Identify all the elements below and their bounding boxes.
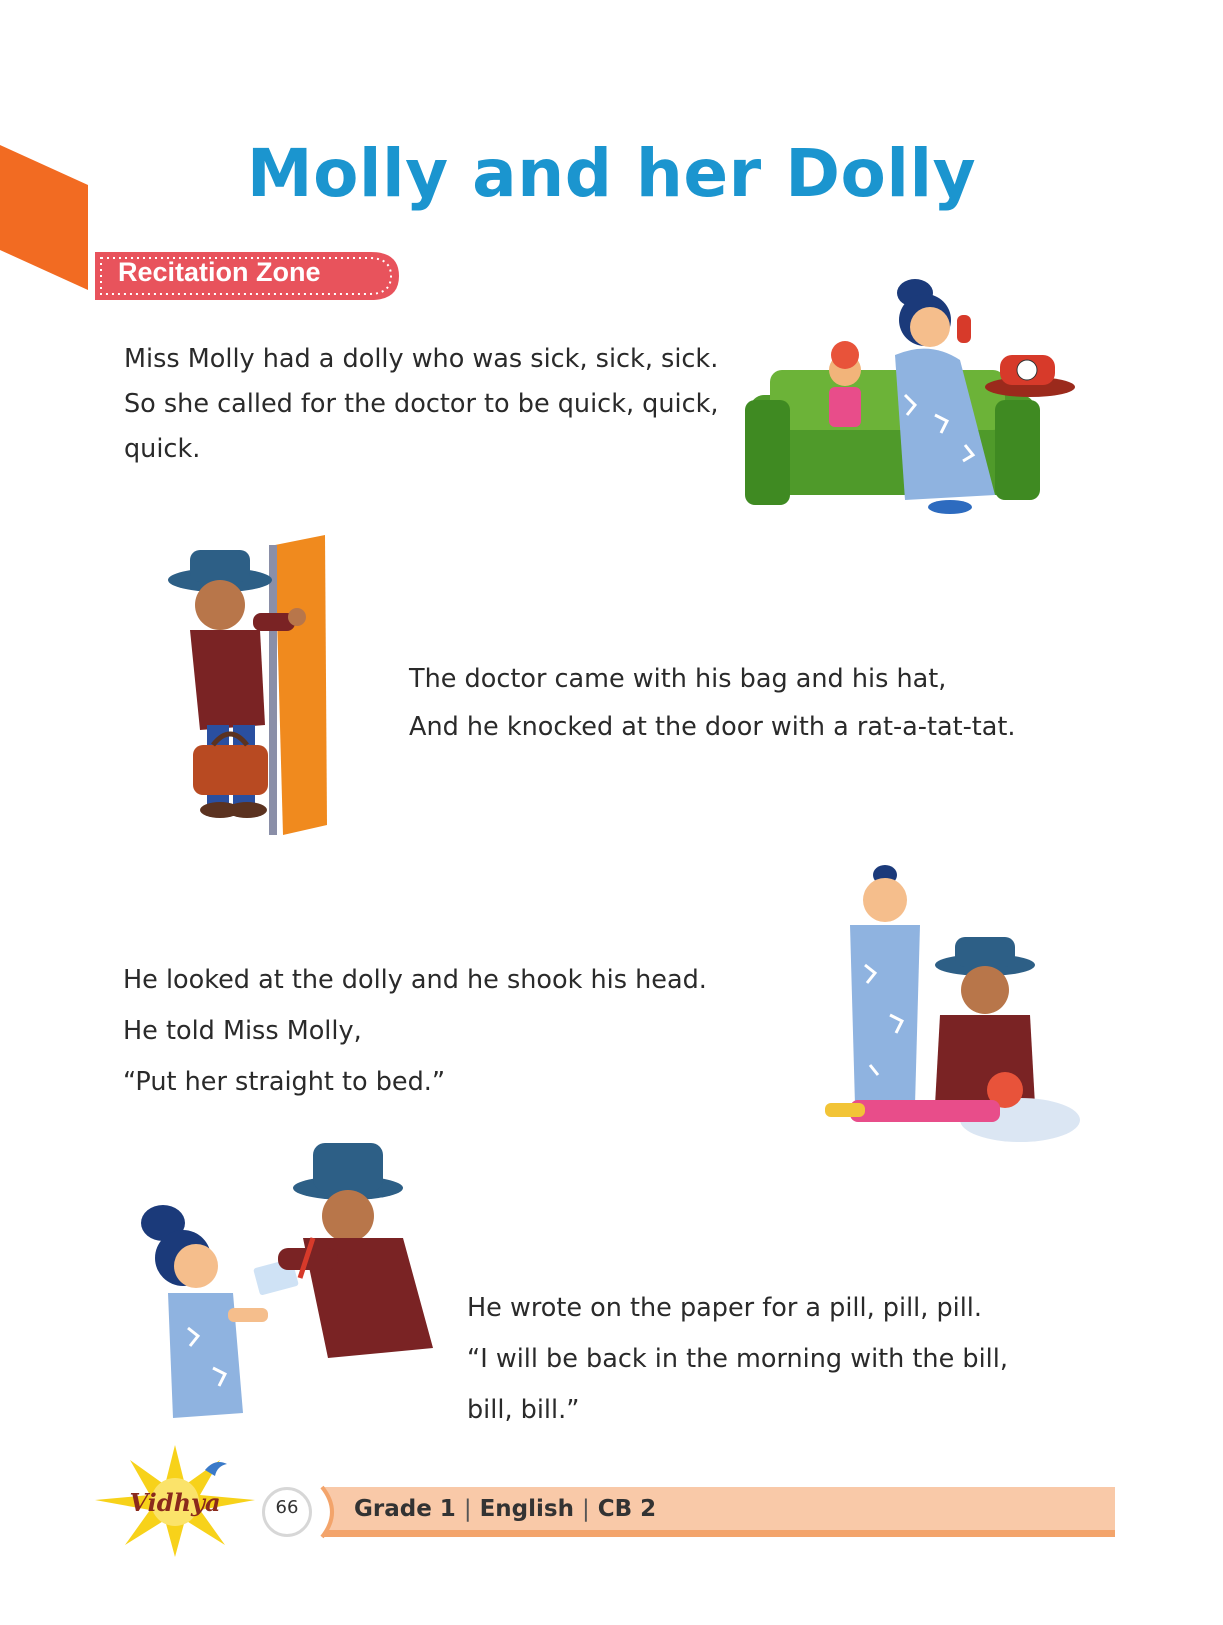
stanza-line: “Put her straight to bed.” (123, 1067, 446, 1097)
recitation-zone-label: Recitation Zone (118, 257, 321, 287)
page-number: 66 (275, 1497, 299, 1518)
footer-book-info (354, 1496, 656, 1522)
doctor-knocking-door-illustration (165, 535, 340, 845)
stanza-line: He wrote on the paper for a pill, pill, pill. (467, 1293, 982, 1323)
svg-text:Vidhya: Vidhya (129, 1488, 221, 1517)
footer-grade: Grade 1 (354, 1496, 456, 1522)
stanza-2 (409, 655, 1016, 751)
stanza-line: The doctor came with his bag and his hat, (409, 664, 947, 694)
stanza-line: bill, bill.” (467, 1395, 580, 1425)
stanza-3 (123, 955, 707, 1108)
stanza-line: “I will be back in the morning with the bill, (467, 1344, 1008, 1374)
stanza-line: Miss Molly had a dolly who was sick, sick, sick. (124, 344, 719, 374)
stanza-line: And he knocked at the door with a rat-a-tat-tat. (409, 712, 1016, 742)
stanza-4 (467, 1283, 1008, 1436)
stanza-line: quick. (124, 434, 201, 464)
footer-book: CB 2 (597, 1496, 657, 1522)
doctor-examining-doll-illustration (820, 865, 1095, 1155)
stanza-line: He looked at the dolly and he shook his head. (123, 965, 707, 995)
stanza-line: He told Miss Molly, (123, 1016, 362, 1046)
stanza-line: So she called for the doctor to be quick, quick, (124, 389, 719, 419)
footer-separator: | (463, 1496, 472, 1522)
footer-subject: English (479, 1496, 574, 1522)
stanza-1 (124, 337, 719, 472)
vidhya-logo (95, 1445, 260, 1560)
girl-on-phone-with-doll-illustration (745, 275, 1090, 525)
page-title: Molly and her Dolly (246, 135, 977, 212)
doctor-writing-prescription-illustration (128, 1128, 440, 1428)
footer-separator: | (581, 1496, 590, 1522)
